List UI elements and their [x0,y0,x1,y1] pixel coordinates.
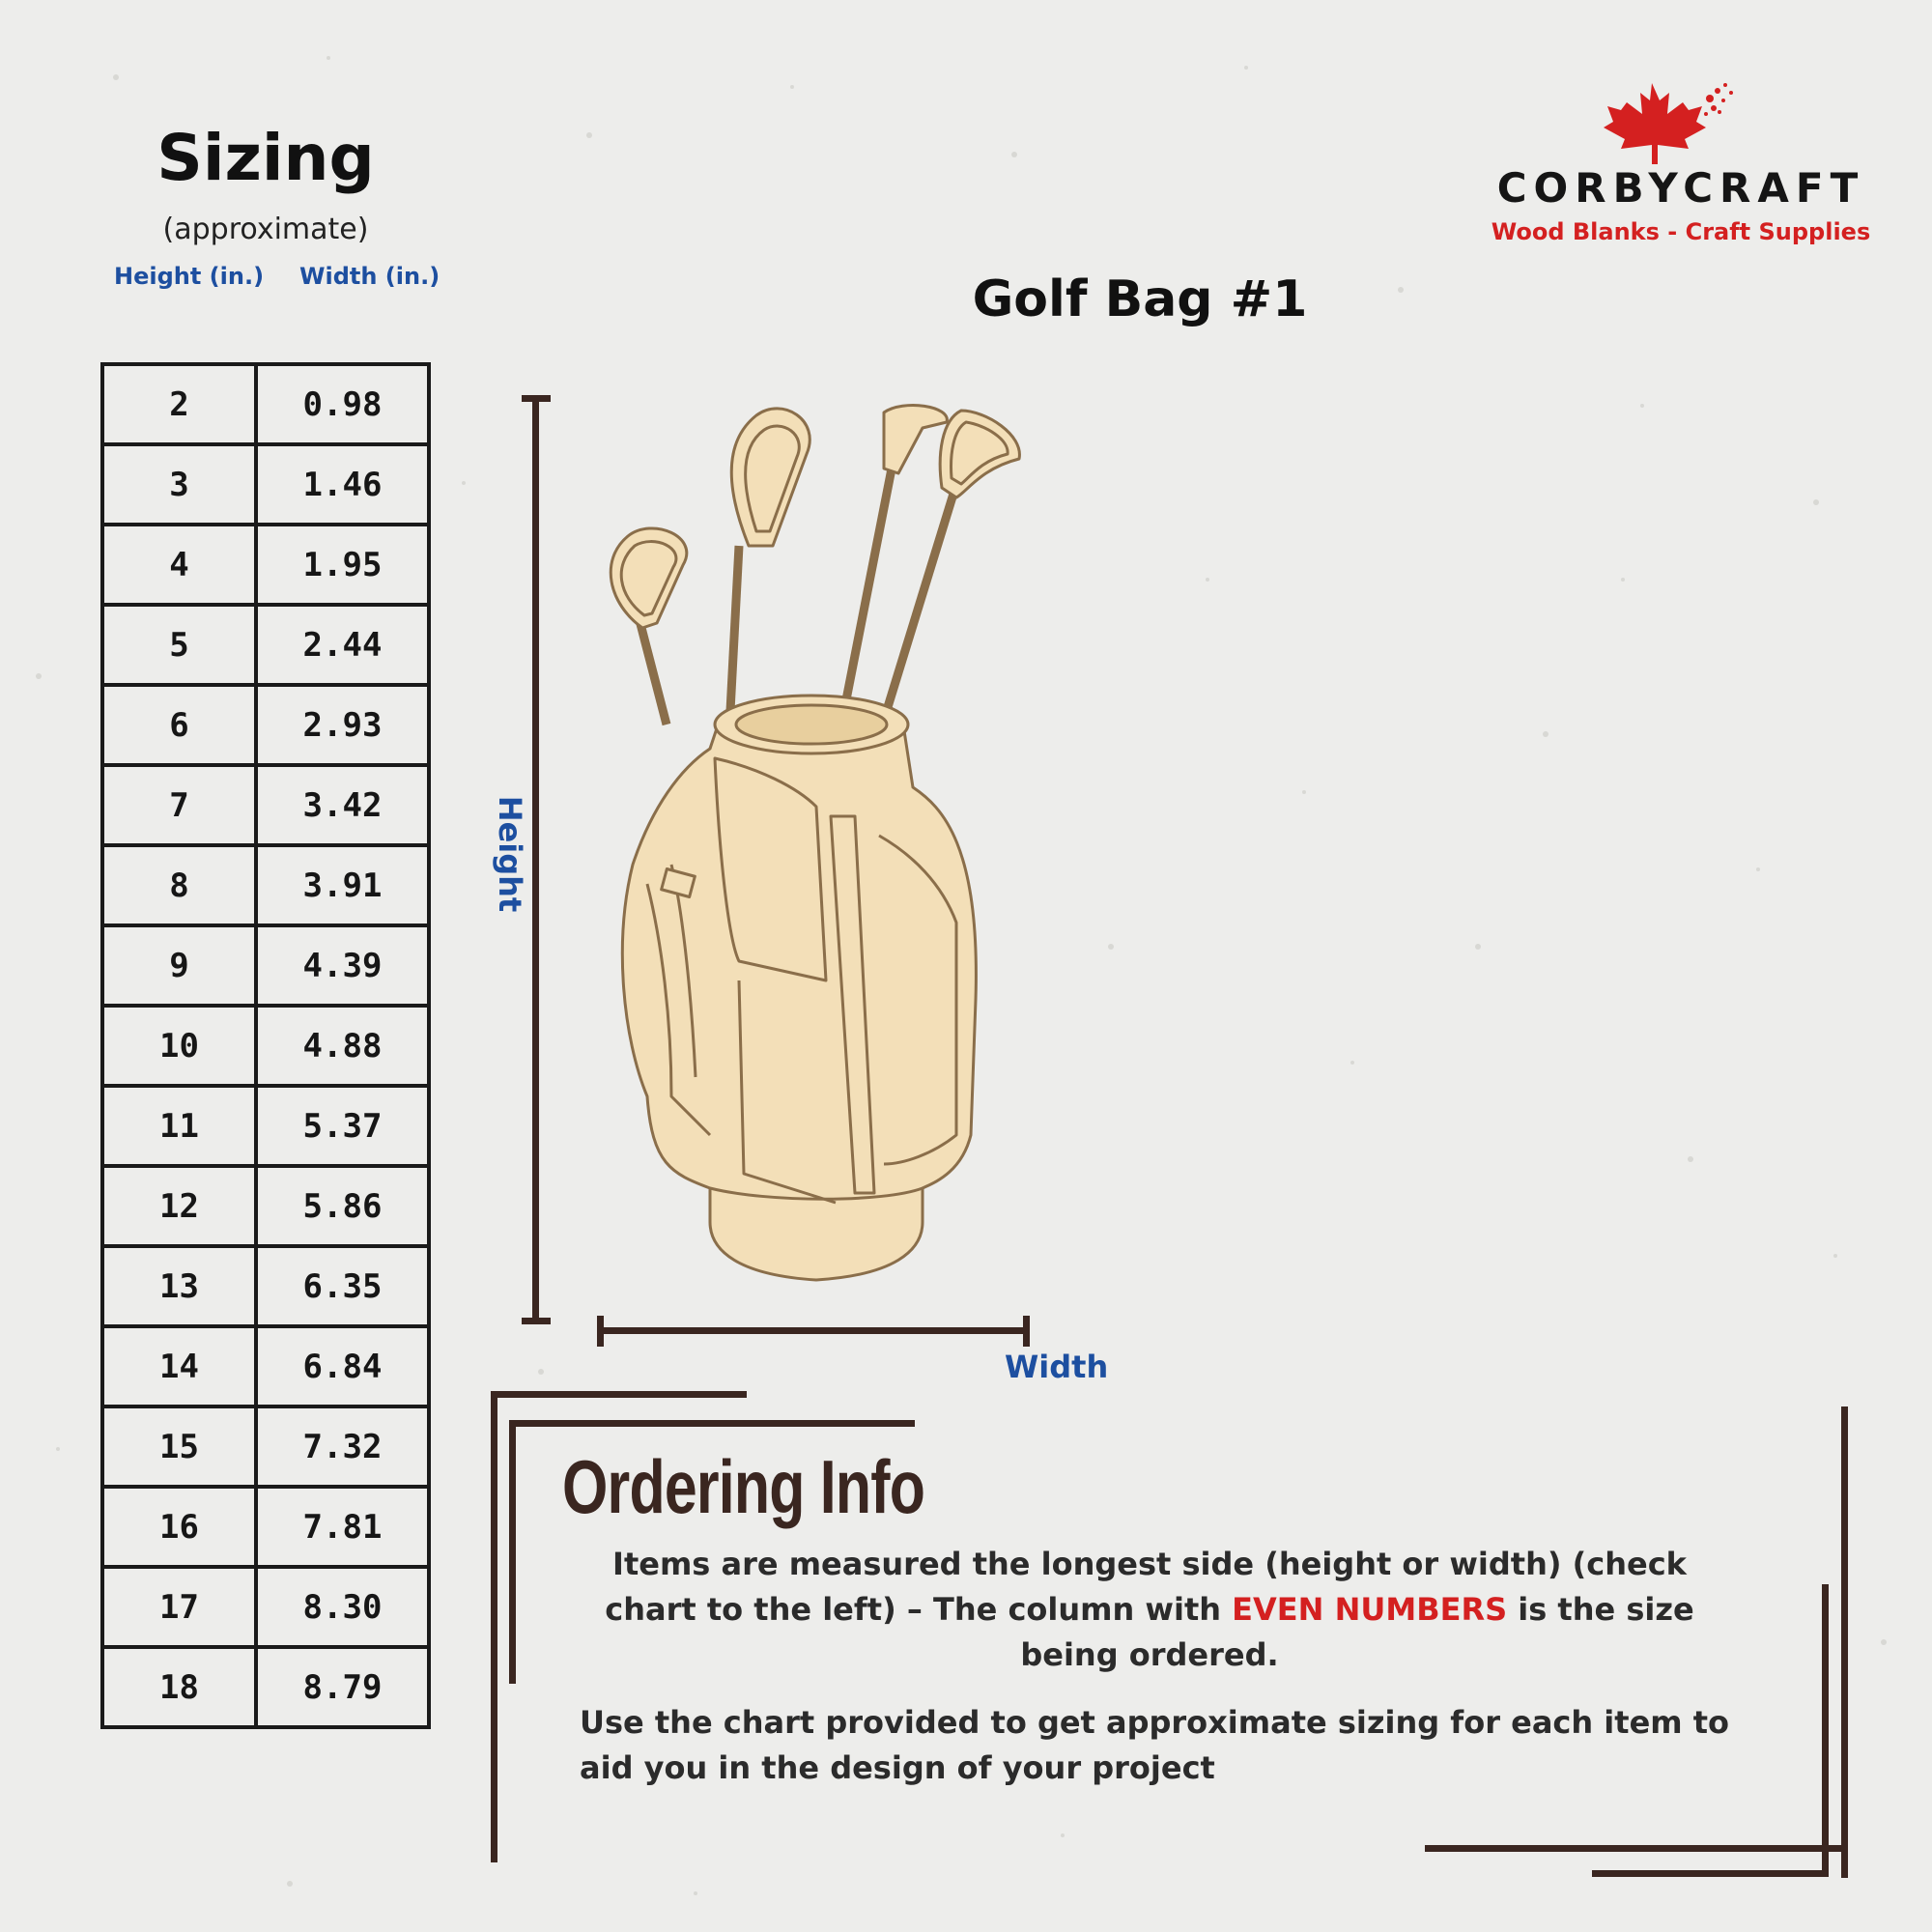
width-cell: 4.39 [256,925,429,1006]
width-cell: 8.30 [256,1567,429,1647]
size-table [100,362,431,1729]
table-row [102,364,429,444]
width-cell: 4.88 [256,1006,429,1086]
width-cell: 7.81 [256,1487,429,1567]
width-cell: 6.84 [256,1326,429,1406]
width-cell: 2.93 [256,685,429,765]
frame-line [1425,1845,1848,1852]
height-cell: 14 [102,1326,256,1406]
table-row [102,605,429,685]
width-cell: 2.44 [256,605,429,685]
height-cell: 6 [102,685,256,765]
height-cell: 13 [102,1246,256,1326]
frame-line [1592,1870,1829,1877]
sizing-subtitle: (approximate) [162,213,369,246]
width-cell: 0.98 [256,364,429,444]
width-cell: 5.37 [256,1086,429,1166]
table-row [102,444,429,525]
table-row [102,765,429,845]
width-cell: 1.46 [256,444,429,525]
table-row [102,1086,429,1166]
width-cell: 3.42 [256,765,429,845]
height-column-header: Height (in.) [114,263,265,290]
width-dimension-line [593,1314,1034,1349]
table-row [102,1246,429,1326]
height-cell: 17 [102,1567,256,1647]
width-cell: 8.79 [256,1647,429,1727]
width-label: Width [1005,1349,1109,1385]
height-cell: 15 [102,1406,256,1487]
ordering-info-title: Ordering Info [562,1444,925,1529]
height-cell: 16 [102,1487,256,1567]
table-row [102,1647,429,1727]
height-cell: 12 [102,1166,256,1246]
height-cell: 4 [102,525,256,605]
frame-line [509,1420,516,1684]
frame-line [1841,1406,1848,1878]
frame-line [491,1391,497,1862]
height-cell: 8 [102,845,256,925]
logo-tagline: Wood Blanks - Craft Supplies [1491,218,1871,245]
width-cell: 5.86 [256,1166,429,1246]
frame-line [509,1420,915,1427]
table-row [102,1326,429,1406]
height-label: Height [492,795,528,913]
table-row [102,525,429,605]
ordering-text: is the size being ordered. [1020,1591,1694,1673]
golf-bag-illustration [575,401,1029,1304]
height-cell: 11 [102,1086,256,1166]
height-cell: 7 [102,765,256,845]
ordering-text: Items are measured the longest side (height or width) (check chart to the left) – The column with [605,1546,1687,1628]
width-column-header: Width (in.) [299,263,440,290]
frame-line [491,1391,747,1398]
table-row [102,845,429,925]
height-cell: 10 [102,1006,256,1086]
width-cell: 6.35 [256,1246,429,1326]
table-row [102,1567,429,1647]
table-row [102,1487,429,1567]
table-row [102,925,429,1006]
height-cell: 3 [102,444,256,525]
logo-wordmark: CORBYCRAFT [1496,164,1865,212]
height-cell: 2 [102,364,256,444]
ordering-info-paragraph-2: Use the chart provided to get approximate sizing for each item to aid you in the design of your project [580,1704,1730,1786]
width-cell: 1.95 [256,525,429,605]
even-numbers-highlight: EVEN NUMBERS [1232,1591,1508,1628]
sizing-title: Sizing [156,121,375,195]
height-cell: 18 [102,1647,256,1727]
table-row [102,685,429,765]
table-row [102,1006,429,1086]
width-cell: 3.91 [256,845,429,925]
table-row [102,1166,429,1246]
frame-line [1822,1584,1829,1877]
ordering-info-paragraph-1 [570,1542,1729,1678]
width-cell: 7.32 [256,1406,429,1487]
product-title: Golf Bag #1 [972,270,1308,328]
table-row [102,1406,429,1487]
height-cell: 9 [102,925,256,1006]
height-cell: 5 [102,605,256,685]
maple-leaf-icon [1602,79,1737,168]
